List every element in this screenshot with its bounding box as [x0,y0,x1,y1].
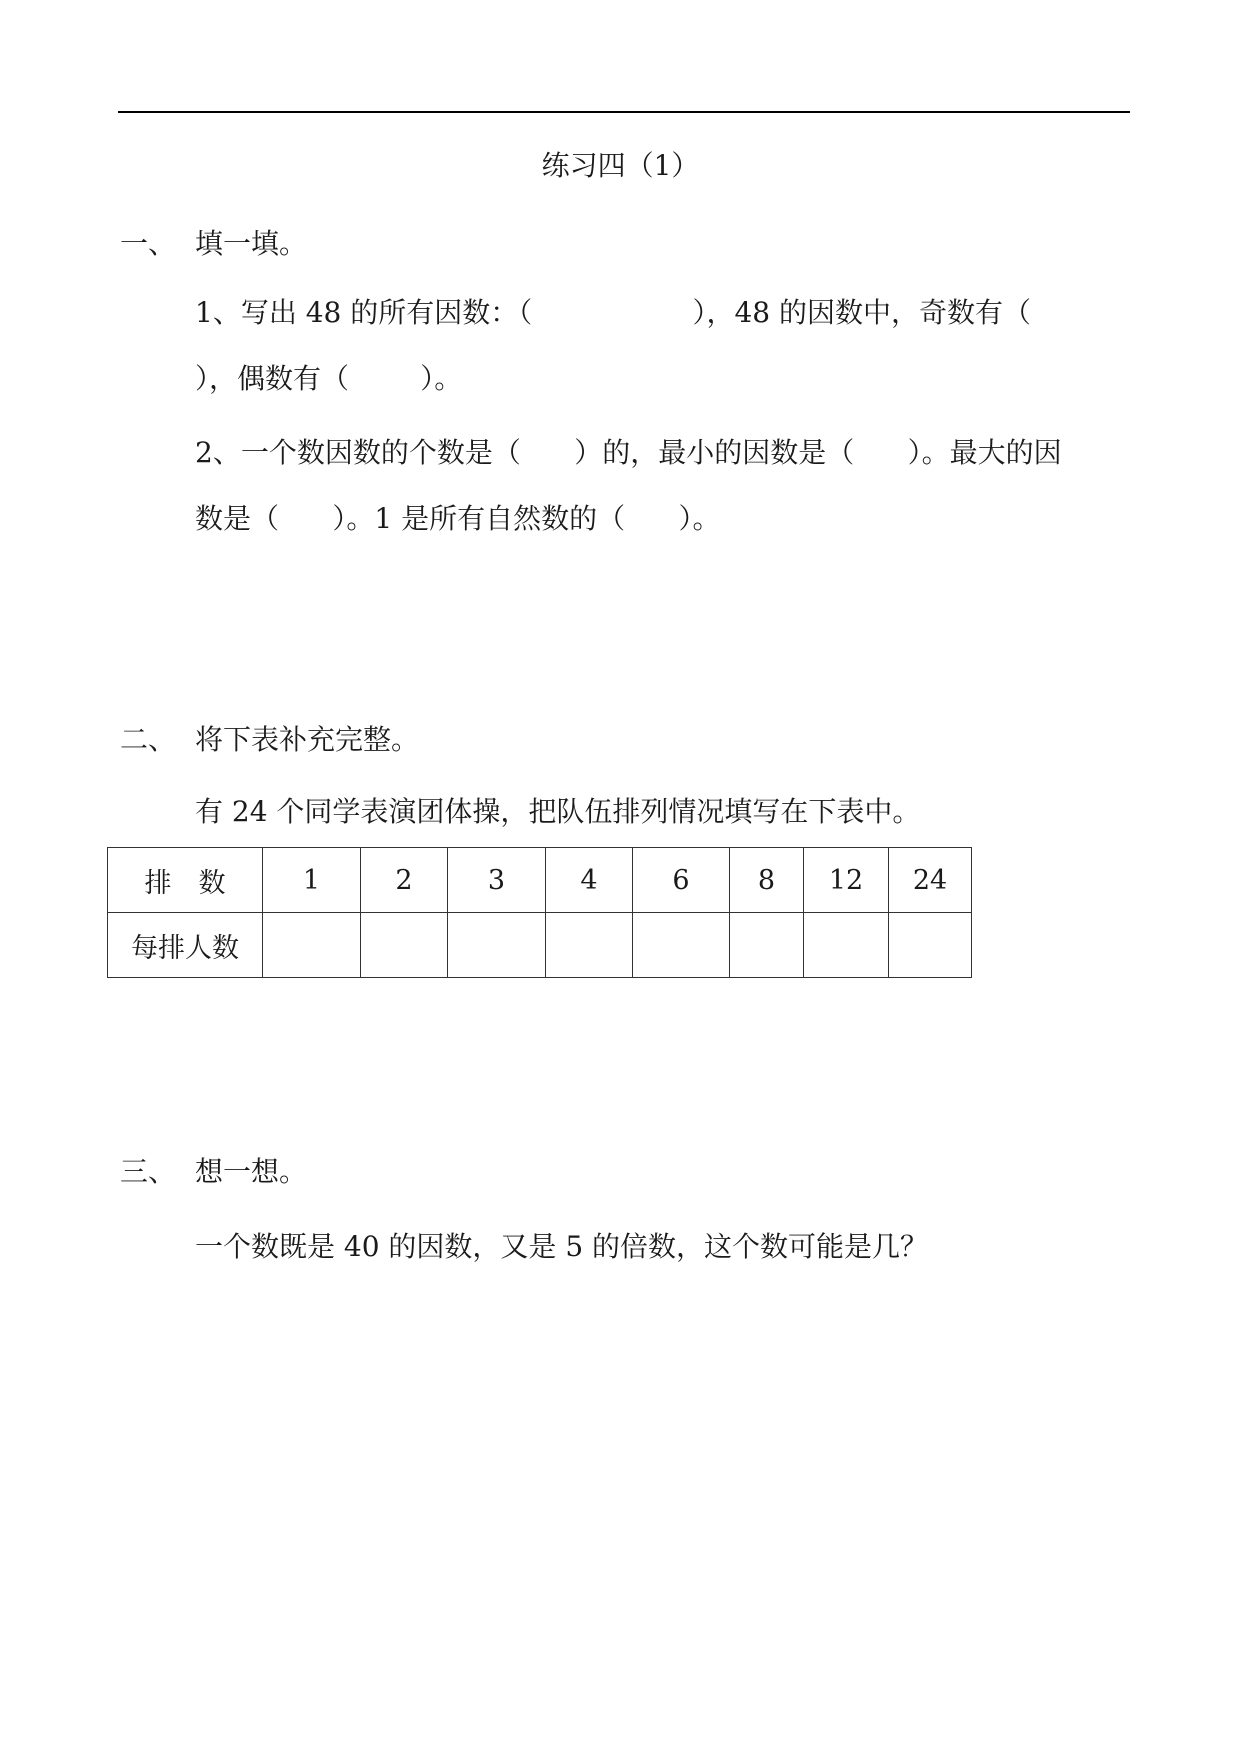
table-cell-value: 3 [448,848,546,913]
section-2-intro: 有 24 个同学表演团体操，把队伍排列情况填写在下表中。 [195,795,921,828]
section-2-number: 二、 [120,723,177,756]
section-3-heading: 想一想。 [195,1155,308,1188]
table-answer-cell[interactable] [889,913,972,978]
table-cell-value: 1 [263,848,361,913]
page-title: 练习四（1） [541,149,700,182]
table-row-per-row [108,913,972,978]
table-answer-cell[interactable] [633,913,730,978]
question-2-line-1: 2、一个数因数的个数是（ ）的，最小的因数是（ ）。最大的因 [195,436,1062,469]
table-answer-cell[interactable] [263,913,361,978]
section-1-number: 一、 [120,227,177,260]
section-2-heading: 将下表补充完整。 [195,723,420,756]
table-cell-value: 24 [889,848,972,913]
section-3-question: 一个数既是 40 的因数，又是 5 的倍数，这个数可能是几？ [195,1230,929,1263]
section-1-heading: 填一填。 [195,227,308,260]
question-1-line-1: 1、写出 48 的所有因数：（ ），48 的因数中，奇数有（ [195,296,1031,329]
table-cell-value: 2 [361,848,448,913]
question-1-line-2: ），偶数有（ ）。 [195,362,463,395]
arrangement-table [107,847,972,978]
table-answer-cell[interactable] [361,913,448,978]
table-cell-value: 6 [633,848,730,913]
table-answer-cell[interactable] [448,913,546,978]
table-cell-value: 12 [804,848,889,913]
table-cell-value: 8 [730,848,804,913]
table-row-rows [108,848,972,913]
header-rule [118,111,1130,113]
section-3-number: 三、 [120,1155,177,1188]
table-answer-cell[interactable] [730,913,804,978]
table-answer-cell[interactable] [546,913,633,978]
question-2-line-2: 数是（ ）。1 是所有自然数的（ ）。 [195,502,721,535]
table-cell-value: 4 [546,848,633,913]
table-answer-cell[interactable] [804,913,889,978]
table-header-rows: 排 数 [108,848,263,913]
table-header-per-row: 每排人数 [108,913,263,978]
